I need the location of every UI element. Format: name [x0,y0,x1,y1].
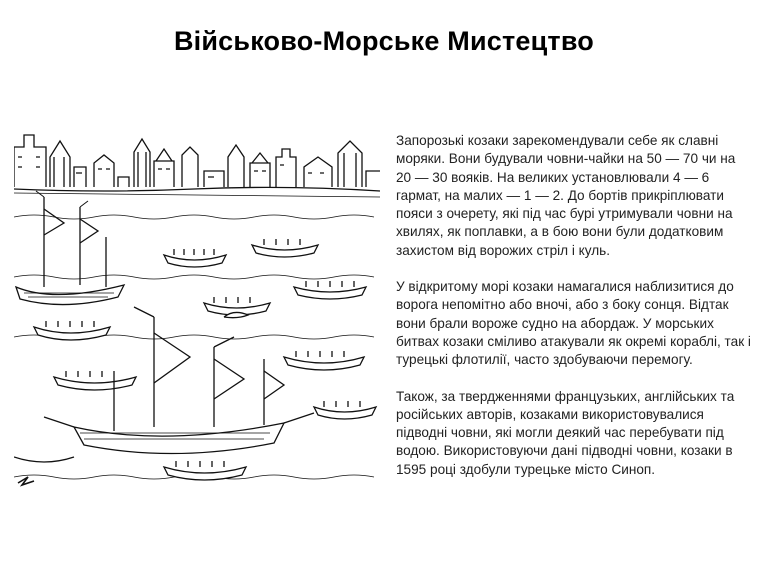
paragraph-tactics: У відкритому морі козаки намагалися наблизитися до ворога непомітно або вночі, або з боку сонця. Відтак вони брали вороже судно на абордаж. У морських битвах козаки сміливо атакували як окремі кораблі, так і турецькі флотилії, часто здобуваючи перемогу. [396,279,751,368]
paragraph-boats: Запорозькі козаки зарекомендували себе як славні моряки. Вони будували човни-чайки на 50 — 70 чи на 20 — 30 вояків. На великих установлювали 4 — 6 гармат, на малих — 1 — 2. До бортів прикріплювати пояси з очерету, які під час бурі утримували човни на хвилях, як поплавки, а в бою вони були додатковим захистом від ворожих стріл і куль. [396,133,736,258]
article-text [396,132,754,497]
woodcut-cossack-fleet-image [14,127,380,501]
paragraph-submarines: Також, за твердженнями французьких, англійських та російських авторів, козаками використовувалися підводні човни, які могли деякий час перебувати під водою. Використовуючи дані підводні човни, козаки в 1595 році здобули турецьке місто Синоп. [396,388,735,477]
woodcut-fleet-illustration [14,127,380,501]
page-title: Військово-Морське Мистецтво [173,26,594,56]
